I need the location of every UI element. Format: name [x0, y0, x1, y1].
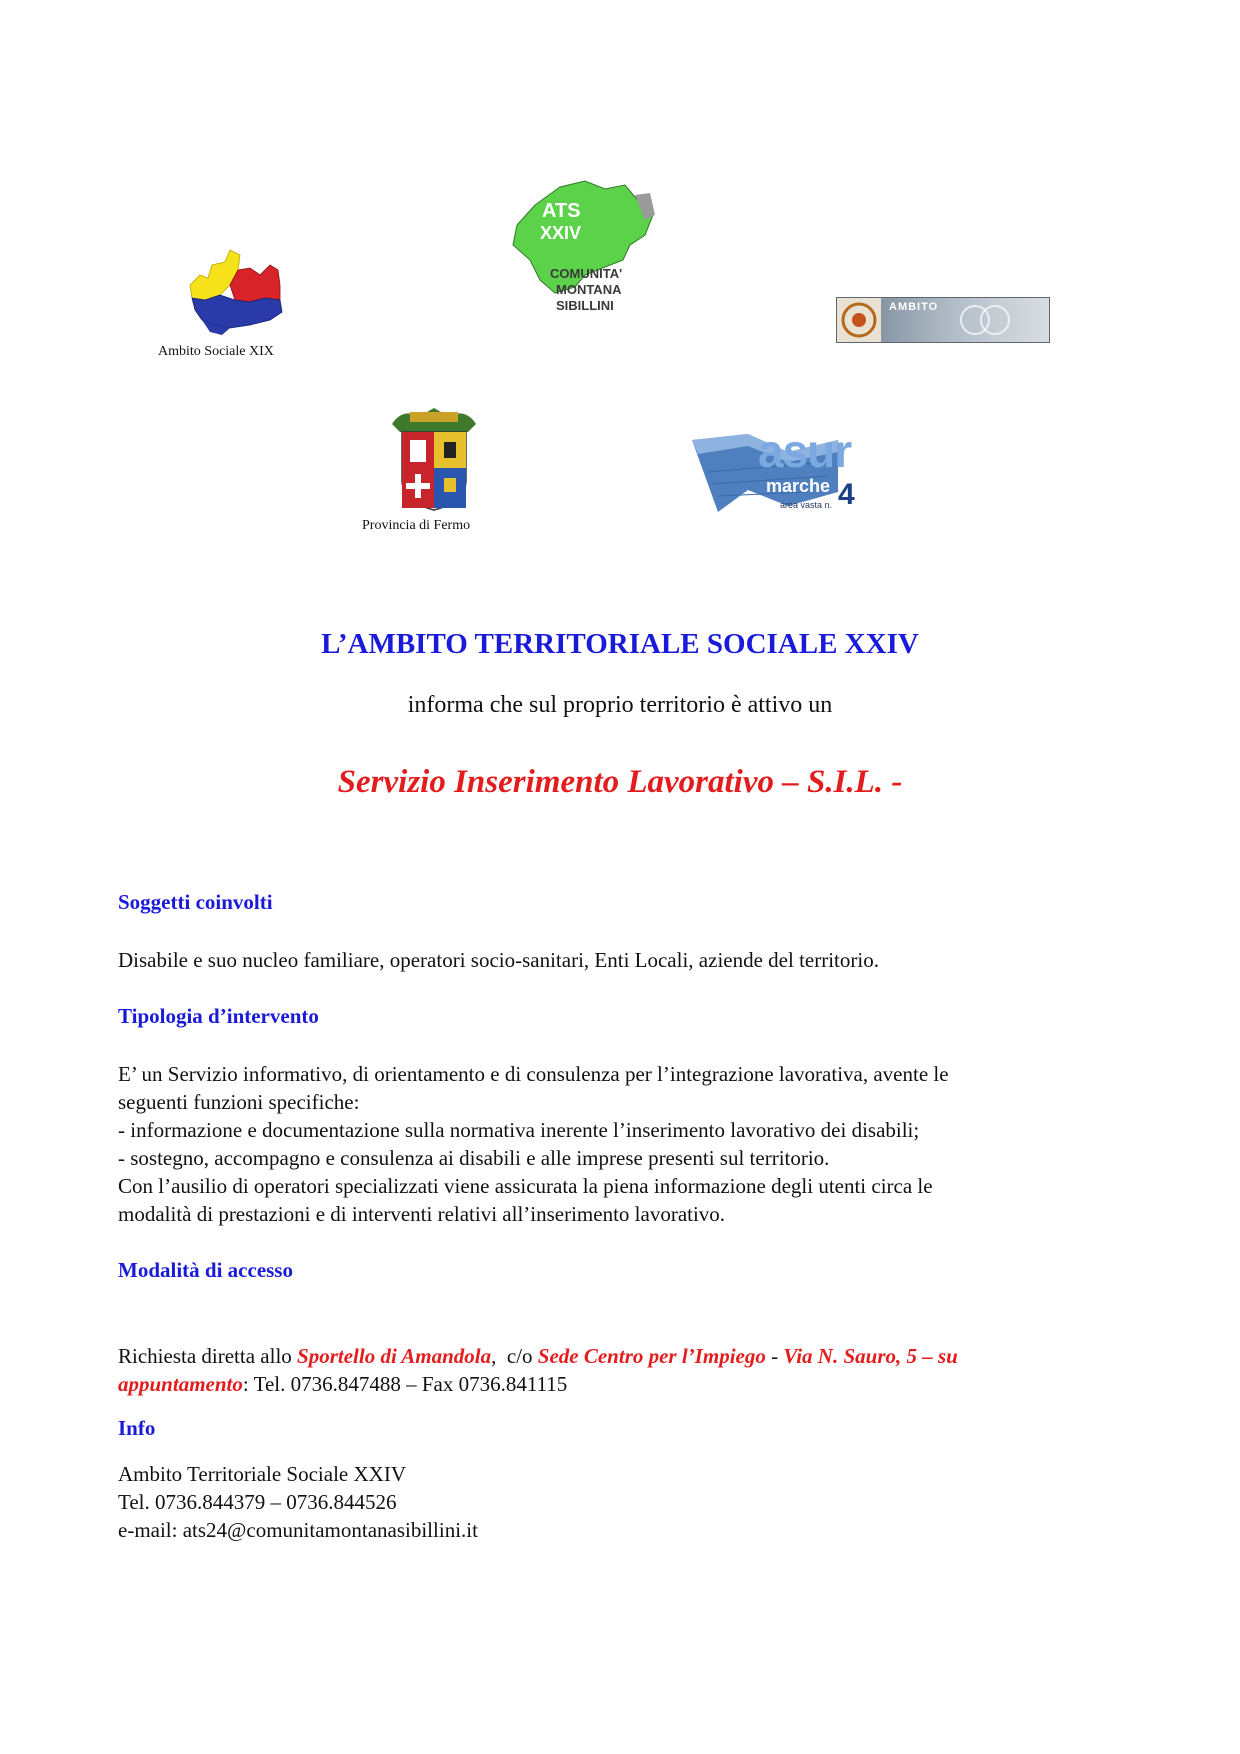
sportello-amandola: Sportello di Amandola	[297, 1344, 492, 1368]
ambito-xx-emblem-icon	[837, 298, 881, 342]
ats-text-2: XXIV	[540, 223, 582, 243]
accesso-text-3: -	[765, 1344, 784, 1368]
asur-sub: area vasta n.	[780, 500, 833, 510]
ats-text-3: COMUNITA'	[550, 266, 623, 281]
asur-marche: marche	[766, 476, 831, 496]
tipologia-line-6: modalità di prestazioni e di interventi relativi all’inserimento lavorativo.	[118, 1202, 726, 1226]
accesso-heading: Modalità di accesso	[118, 1258, 293, 1282]
info-body	[118, 1460, 1128, 1544]
ats-text-5: SIBILLINI	[556, 298, 614, 313]
provincia-fermo-logo	[382, 402, 486, 514]
accesso-line-1	[118, 1342, 1128, 1370]
page-title: L’AMBITO TERRITORIALE SOCIALE XXIV	[321, 628, 919, 660]
tipologia-body	[118, 1060, 1128, 1228]
ats-text-1: ATS	[542, 200, 581, 222]
via-sauro: Via N. Sauro, 5 – su	[783, 1344, 958, 1368]
accesso-contacts: : Tel. 0736.847488 – Fax 0736.841115	[242, 1372, 568, 1396]
accesso-body	[118, 1314, 1128, 1426]
ambito-xx-text: AMBITO	[889, 301, 939, 313]
sede-centro-impiego: Sede Centro per l’Impiego	[537, 1344, 766, 1368]
su-appuntamento: appuntamento	[118, 1372, 243, 1396]
fermo-coat-of-arms-icon	[382, 402, 486, 514]
info-heading: Info	[118, 1416, 156, 1440]
accesso-text-2: , c/o	[491, 1344, 538, 1368]
page-subtitle: informa che sul proprio territorio è attivo un	[407, 692, 833, 718]
accesso-line-2	[118, 1370, 1128, 1398]
tipologia-line-5: Con l’ausilio di operatori specializzati viene assicurata la piena informazione degli utenti circa le	[118, 1174, 933, 1198]
tipologia-line-1: E’ un Servizio informativo, di orientamento e di consulenza per l’integrazione lavorativa, avente le	[118, 1062, 949, 1086]
ambito-xx-rings-icon	[957, 298, 1017, 342]
asur-num: 4	[838, 478, 855, 511]
tipologia-line-4: - sostegno, accompagno e consulenza ai disabili e alle imprese presenti sul territorio.	[118, 1146, 830, 1170]
asur-marche-logo	[688, 425, 868, 520]
tipologia-line-2: seguenti funzioni specifiche:	[118, 1090, 360, 1114]
ats-text-4: MONTANA	[556, 282, 622, 297]
tipologia-line-3: - informazione e documentazione sulla normativa inerente l’inserimento lavorativo dei disabili;	[118, 1118, 920, 1142]
accesso-text-1: Richiesta diretta allo	[118, 1344, 298, 1368]
provincia-fermo-caption: Provincia di Fermo	[362, 518, 471, 533]
asur-text: asur	[758, 425, 852, 477]
info-email: e-mail: ats24@comunitamontanasibillini.it	[118, 1518, 478, 1542]
ambito-xix-caption: Ambito Sociale XIX	[158, 344, 274, 359]
soggetti-text: Disabile e suo nucleo familiare, operatori socio-sanitari, Enti Locali, aziende del territorio.	[118, 948, 879, 972]
info-line-2: Tel. 0736.844379 – 0736.844526	[118, 1490, 397, 1514]
info-line-1: Ambito Territoriale Sociale XXIV	[118, 1462, 406, 1486]
tipologia-heading: Tipologia d’intervento	[118, 1004, 319, 1028]
ambito-xix-map-icon	[180, 240, 300, 348]
soggetti-heading: Soggetti coinvolti	[118, 890, 273, 914]
ambito-xix-logo	[180, 240, 300, 348]
service-title: Servizio Inserimento Lavorativo – S.I.L. -	[337, 764, 903, 800]
ambito-xx-logo	[836, 297, 1050, 343]
